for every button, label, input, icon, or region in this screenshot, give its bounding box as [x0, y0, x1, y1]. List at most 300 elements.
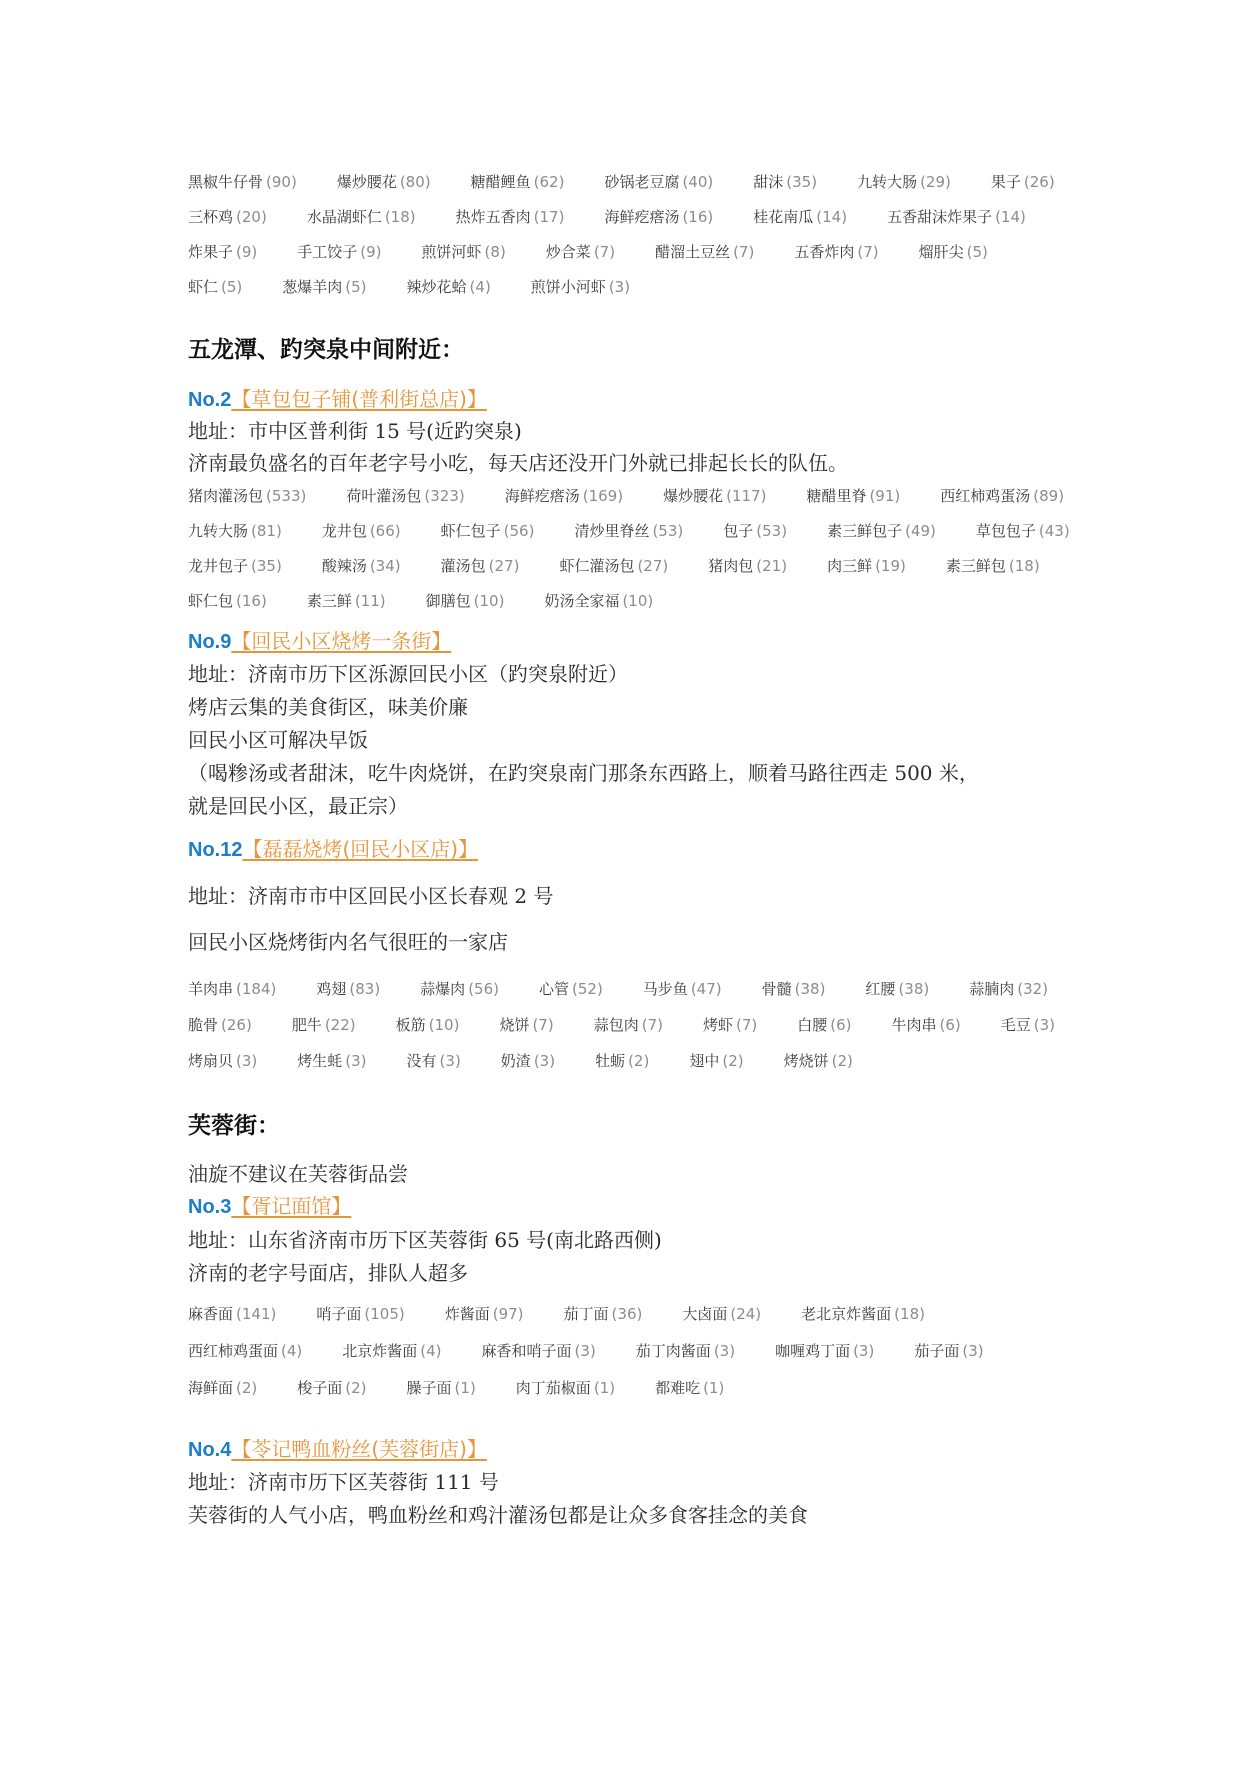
dish-tag: [188, 978, 276, 999]
dish-tag: [396, 1014, 460, 1035]
dish-review-count: (533): [266, 486, 307, 505]
dish-tag: [594, 1014, 663, 1035]
dish-tag: [546, 241, 615, 262]
dish-tag: [407, 1377, 476, 1398]
dish-review-count: (2): [628, 1051, 650, 1070]
dish-review-count: (16): [682, 207, 714, 226]
dish-tag: [969, 978, 1048, 999]
dish-review-count: (27): [488, 556, 520, 575]
dish-review-count: (18): [384, 207, 416, 226]
dish-name: 板筋: [395, 1015, 426, 1034]
dish-tag: [188, 1340, 302, 1361]
dish-name: 白腰: [797, 1015, 828, 1034]
dish-tag: [574, 520, 683, 541]
shop-description: 济南最负盛名的百年老字号小吃，每天店还没开门外就已排起长长的队伍。: [188, 451, 848, 475]
dish-name: 西红柿鸡蛋汤: [940, 486, 1031, 505]
dish-name: 心管: [538, 979, 569, 998]
dish-review-count: (91): [869, 486, 901, 505]
dish-name: 烤生蚝: [297, 1051, 343, 1070]
dish-tag: [531, 276, 630, 297]
dish-tag: [188, 1377, 257, 1398]
dish-tag: [797, 1014, 851, 1035]
dish-review-count: (43): [1038, 521, 1070, 540]
dish-review-count: (10): [473, 591, 505, 610]
dish-review-count: (3): [345, 1051, 367, 1070]
dish-tag: [307, 206, 416, 227]
dish-review-count: (14): [816, 207, 848, 226]
dish-tag-row: [188, 1298, 1068, 1328]
dish-tag: [753, 171, 817, 192]
dish-name: 肥牛: [291, 1015, 322, 1034]
section-note: 油旋不建议在芙蓉街品尝: [188, 1162, 408, 1186]
dish-tag: [501, 1050, 555, 1071]
dish-name: 黑椒牛仔骨: [188, 172, 264, 191]
dish-name: 骨髓: [761, 979, 792, 998]
dish-review-count: (27): [637, 556, 669, 575]
dish-name: 北京炸酱面: [342, 1341, 418, 1360]
shop-number: No.3: [188, 1196, 232, 1218]
dish-review-count: (38): [794, 979, 826, 998]
dish-tag-row: [188, 585, 1068, 615]
shop-address: 地址：山东省济南市历下区芙蓉街 65 号(南北路西侧): [188, 1228, 662, 1252]
dish-tag: [445, 1303, 524, 1324]
dish-name: 烤虾: [702, 1015, 733, 1034]
dish-tag: [827, 555, 906, 576]
dish-tag: [544, 590, 653, 611]
dish-name: 毛豆: [1000, 1015, 1031, 1034]
dish-review-count: (3): [533, 1051, 556, 1070]
dish-review-count: (169): [582, 486, 624, 505]
dish-tag: [316, 978, 380, 999]
dish-tag: [643, 978, 722, 999]
dish-name: 清炒里脊丝: [574, 521, 650, 540]
dish-review-count: (18): [894, 1304, 925, 1323]
dish-tag: [188, 555, 282, 576]
dish-review-count: (56): [503, 521, 535, 540]
dish-tag: [703, 1014, 757, 1035]
dish-name: 九转大肠: [857, 172, 918, 191]
dish-name: 龙井包子: [188, 556, 249, 575]
dish-review-count: (10): [622, 591, 654, 610]
dish-tag-row: [188, 201, 1068, 231]
dish-review-count: (7): [593, 242, 616, 261]
dish-review-count: (56): [468, 979, 499, 998]
shop-number: No.12: [188, 839, 243, 861]
dish-review-count: (5): [966, 242, 988, 261]
dish-tag: [407, 1050, 461, 1071]
dish-review-count: (18): [1008, 556, 1040, 575]
dish-tag: [342, 1340, 441, 1361]
dish-review-count: (53): [652, 521, 684, 540]
dish-name: 九转大肠: [188, 521, 249, 540]
dish-name: 肉三鲜: [827, 556, 873, 575]
shop-description: 就是回民小区，最正宗）: [188, 794, 408, 818]
dish-name: 奶汤全家福: [544, 591, 620, 610]
dish-tag: [188, 485, 306, 506]
dish-tag: [887, 206, 1026, 227]
dish-review-count: (52): [572, 979, 603, 998]
dish-tag: [682, 1303, 761, 1324]
dish-review-count: (5): [345, 277, 367, 296]
dish-tag-row: [188, 271, 1068, 301]
dish-name: 脆骨: [188, 1015, 219, 1034]
dish-name: 果子: [990, 172, 1021, 191]
dish-review-count: (2): [722, 1051, 744, 1070]
dish-review-count: (34): [369, 556, 401, 575]
dish-tag: [689, 1050, 743, 1071]
dish-review-count: (3): [1033, 1015, 1056, 1034]
dish-name: 炒合菜: [545, 242, 591, 261]
dish-review-count: (3): [713, 1341, 736, 1360]
dish-name: 海鲜疙瘩汤: [604, 207, 680, 226]
dish-name: 猪肉包: [708, 556, 754, 575]
dish-tag: [865, 978, 929, 999]
dish-review-count: (80): [399, 172, 431, 191]
dish-review-count: (19): [875, 556, 906, 575]
dish-review-count: (1): [593, 1378, 616, 1397]
dish-name: 五香甜沫炸果子: [887, 207, 993, 226]
dish-review-count: (3): [962, 1341, 984, 1360]
dish-name: 烧饼: [499, 1015, 530, 1034]
shop-description: 回民小区可解决早饭: [188, 728, 368, 752]
dish-review-count: (22): [324, 1015, 356, 1034]
dish-review-count: (7): [735, 1015, 758, 1034]
dish-tag: [784, 1050, 853, 1071]
dish-name: 桂花南瓜: [753, 207, 814, 226]
dish-tag: [282, 276, 366, 297]
dish-name: 臊子面: [406, 1378, 452, 1397]
dish-review-count: (26): [1023, 172, 1055, 191]
dish-review-count: (53): [756, 521, 788, 540]
dish-name: 羊肉串: [188, 979, 234, 998]
dish-review-count: (184): [236, 979, 277, 998]
dish-review-count: (29): [920, 172, 951, 191]
dish-tag: [188, 520, 282, 541]
dish-review-count: (81): [251, 521, 282, 540]
dish-tag: [801, 1303, 925, 1324]
dish-tag-row: [188, 550, 1068, 580]
dish-review-count: (7): [857, 242, 879, 261]
shop-description: 济南的老字号面店，排队人超多: [188, 1261, 468, 1285]
dish-name: 虾仁: [188, 277, 219, 296]
shop-number: No.2: [188, 389, 232, 411]
dish-name: 烤扇贝: [188, 1051, 234, 1070]
dish-name: 素三鲜包: [945, 556, 1006, 575]
shop-title: [188, 833, 478, 862]
dish-review-count: (11): [354, 591, 386, 610]
dish-tag: [914, 1340, 983, 1361]
dish-tag: [422, 241, 506, 262]
shop-address: 地址：济南市历下区泺源回民小区（趵突泉附近）: [188, 662, 628, 686]
dish-review-count: (20): [236, 207, 267, 226]
shop-title: [188, 383, 487, 412]
dish-tag: [297, 241, 381, 262]
dish-review-count: (16): [236, 591, 267, 610]
dish-name: 酸辣汤: [321, 556, 367, 575]
dish-name: 糖醋鲤鱼: [470, 172, 531, 191]
dish-tag: [188, 1014, 252, 1035]
dish-name: 翅中: [689, 1051, 720, 1070]
dish-name: 咖喱鸡丁面: [775, 1341, 851, 1360]
dish-name: 蒜包肉: [593, 1015, 639, 1034]
dish-review-count: (89): [1033, 486, 1065, 505]
dish-review-count: (32): [1017, 979, 1049, 998]
dish-tag: [775, 1340, 874, 1361]
dish-tag: [564, 1303, 643, 1324]
dish-name: 猪肉灌汤包: [188, 486, 264, 505]
dish-tag: [940, 485, 1064, 506]
dish-name: 牛肉串: [891, 1015, 937, 1034]
shop-description: 芙蓉街的人气小店，鸭血粉丝和鸡汁灌汤包都是让众多食客挂念的美食: [188, 1503, 808, 1527]
dish-name: 鸡翅: [316, 979, 347, 998]
dish-review-count: (47): [690, 979, 722, 998]
dish-name: 虾仁包: [188, 591, 234, 610]
dish-name: 辣炒花蛤: [406, 277, 467, 296]
dish-review-count: (10): [428, 1015, 460, 1034]
dish-review-count: (38): [898, 979, 930, 998]
dish-tag: [188, 1050, 257, 1071]
dish-name: 茄子面: [914, 1341, 960, 1360]
dish-tag: [188, 1303, 276, 1324]
dish-review-count: (3): [853, 1341, 875, 1360]
dish-name: 牡蛎: [595, 1051, 626, 1070]
shop-description: 烤店云集的美食街区，味美价廉: [188, 695, 468, 719]
dish-review-count: (9): [236, 242, 258, 261]
dish-tag: [604, 206, 713, 227]
dish-review-count: (141): [236, 1304, 277, 1323]
dish-tag-row: [188, 515, 1068, 545]
dish-tag: [292, 1014, 356, 1035]
dish-name: 糖醋里脊: [806, 486, 867, 505]
dish-tag: [482, 1340, 596, 1361]
dish-name: 虾仁灌汤包: [559, 556, 635, 575]
dish-tag: [516, 1377, 615, 1398]
dish-name: 手工饺子: [297, 242, 358, 261]
shop-number: No.4: [188, 1439, 232, 1461]
shop-link[interactable]: 【胥记面馆】: [231, 1194, 352, 1218]
shop-number: No.9: [188, 631, 232, 653]
dish-review-count: (5): [221, 277, 243, 296]
dish-tag: [316, 1303, 404, 1324]
dish-name: 包子: [723, 521, 754, 540]
dish-review-count: (6): [939, 1015, 961, 1034]
dish-name: 梭子面: [297, 1378, 343, 1397]
section-heading: 五龙潭、趵突泉中间附近：: [188, 337, 464, 363]
dish-tag: [407, 276, 491, 297]
dish-name: 龙井包: [321, 521, 367, 540]
dish-review-count: (117): [726, 486, 767, 505]
dish-name: 茄丁肉酱面: [635, 1341, 711, 1360]
dish-tag: [1001, 1014, 1055, 1035]
dish-tag-row: [188, 1009, 1068, 1039]
shop-description: （喝糁汤或者甜沫，吃牛肉烧饼，在趵突泉南门那条东西路上，顺着马路往西走 500 米，: [188, 761, 979, 785]
shop-title: [188, 1190, 351, 1219]
dish-name: 灌汤包: [440, 556, 486, 575]
dish-review-count: (7): [532, 1015, 554, 1034]
dish-tag: [188, 171, 297, 192]
dish-name: 爆炒腰花: [663, 486, 724, 505]
dish-tag-row: [188, 1045, 1068, 1075]
dish-name: 麻香和哨子面: [481, 1341, 572, 1360]
dish-name: 老北京炸酱面: [801, 1304, 892, 1323]
dish-review-count: (26): [221, 1015, 252, 1034]
dish-name: 麻香面: [188, 1304, 234, 1323]
dish-review-count: (2): [236, 1378, 258, 1397]
dish-tag: [441, 520, 535, 541]
dish-review-count: (4): [281, 1341, 303, 1360]
shop-link[interactable]: 【磊磊烧烤(回民小区店)】: [242, 837, 479, 861]
dish-name: 素三鲜: [306, 591, 352, 610]
dish-tag: [655, 1377, 724, 1398]
dish-tag: [663, 485, 766, 506]
dish-tag: [762, 978, 826, 999]
dish-tag-row: [188, 236, 1068, 266]
dish-name: 大卤面: [682, 1304, 728, 1323]
dish-tag: [892, 1014, 961, 1035]
dish-review-count: (40): [682, 172, 714, 191]
section-heading: 芙蓉街：: [188, 1113, 280, 1139]
dish-review-count: (3): [608, 277, 631, 296]
dish-name: 御膳包: [425, 591, 471, 610]
dish-review-count: (2): [831, 1051, 853, 1070]
dish-tag: [708, 555, 787, 576]
dish-tag: [806, 485, 900, 506]
dish-name: 肉丁茄椒面: [515, 1378, 591, 1397]
dish-tag: [441, 555, 520, 576]
dish-tag: [946, 555, 1040, 576]
dish-review-count: (1): [454, 1378, 476, 1397]
dish-tag: [636, 1340, 735, 1361]
dish-review-count: (105): [364, 1304, 405, 1323]
dish-tag: [723, 520, 787, 541]
dish-review-count: (66): [369, 521, 401, 540]
dish-review-count: (24): [730, 1304, 762, 1323]
dish-tag: [794, 241, 878, 262]
dish-name: 五香炸肉: [794, 242, 855, 261]
dish-name: 蒜腩肉: [969, 979, 1015, 998]
dish-tag: [307, 590, 386, 611]
dish-tag: [297, 1050, 366, 1071]
dish-tag: [426, 590, 505, 611]
dish-name: 茄丁面: [563, 1304, 609, 1323]
dish-tag: [297, 1377, 366, 1398]
dish-tag: [595, 1050, 649, 1071]
dish-tag: [539, 978, 603, 999]
dish-tag-row: [188, 973, 1068, 1003]
dish-tag-row: [188, 1372, 1068, 1402]
dish-name: 西红柿鸡蛋面: [188, 1341, 279, 1360]
dish-name: 水晶湖虾仁: [306, 207, 382, 226]
dish-name: 醋溜土豆丝: [655, 242, 731, 261]
dish-name: 葱爆羊肉: [282, 277, 343, 296]
dish-name: 烤烧饼: [783, 1051, 829, 1070]
dish-review-count: (62): [533, 172, 565, 191]
dish-tag: [346, 485, 464, 506]
dish-tag-row: [188, 1335, 1068, 1365]
dish-review-count: (83): [349, 979, 381, 998]
dish-name: 热炸五香肉: [455, 207, 531, 226]
dish-name: 蒜爆肉: [420, 979, 466, 998]
dish-review-count: (90): [266, 172, 297, 191]
dish-name: 红腰: [865, 979, 896, 998]
shop-link[interactable]: 【回民小区烧烤一条街】: [231, 629, 452, 653]
dish-name: 海鲜面: [188, 1378, 234, 1397]
dish-name: 奶渣: [500, 1051, 531, 1070]
dish-name: 煎饼小河虾: [530, 277, 606, 296]
dish-review-count: (6): [830, 1015, 852, 1034]
dish-name: 海鲜疙瘩汤: [504, 486, 580, 505]
dish-tag: [188, 590, 267, 611]
dish-review-count: (3): [439, 1051, 461, 1070]
shop-description: 回民小区烧烤街内名气很旺的一家店: [188, 930, 508, 954]
dish-name: 煎饼河虾: [421, 242, 482, 261]
dish-tag: [505, 485, 623, 506]
dish-review-count: (7): [733, 242, 755, 261]
dish-tag-row: [188, 480, 1068, 510]
dish-tag: [499, 1014, 553, 1035]
dish-review-count: (49): [905, 521, 936, 540]
shop-address: 地址：济南市历下区芙蓉街 111 号: [188, 1470, 499, 1494]
dish-name: 三杯鸡: [188, 207, 234, 226]
dish-tag: [976, 520, 1070, 541]
dish-tag: [471, 171, 565, 192]
dish-tag: [857, 171, 951, 192]
dish-review-count: (3): [236, 1051, 258, 1070]
dish-review-count: (7): [641, 1015, 663, 1034]
dish-tag-row: [188, 166, 1068, 196]
dish-review-count: (323): [424, 486, 465, 505]
dish-name: 都难吃: [655, 1378, 701, 1397]
dish-tag: [604, 171, 713, 192]
dish-name: 爆炒腰花: [336, 172, 397, 191]
dish-name: 没有: [406, 1051, 437, 1070]
dish-name: 马步鱼: [642, 979, 688, 998]
dish-tag: [322, 555, 401, 576]
dish-review-count: (97): [492, 1304, 524, 1323]
dish-review-count: (14): [995, 207, 1026, 226]
dish-review-count: (8): [484, 242, 506, 261]
shop-link[interactable]: 【苓记鸭血粉丝(芙蓉街店)】: [231, 1437, 487, 1461]
dish-name: 炸酱面: [444, 1304, 490, 1323]
shop-link[interactable]: 【草包包子铺(普利街总店)】: [231, 387, 487, 411]
dish-name: 草包包子: [975, 521, 1036, 540]
dish-tag: [337, 171, 431, 192]
dish-review-count: (2): [345, 1378, 367, 1397]
dish-tag: [827, 520, 936, 541]
dish-review-count: (35): [251, 556, 282, 575]
dish-tag: [753, 206, 847, 227]
dish-name: 熘肝尖: [918, 242, 964, 261]
shop-title: [188, 625, 451, 654]
dish-review-count: (17): [533, 207, 565, 226]
dish-tag: [991, 171, 1055, 192]
dish-review-count: (3): [574, 1341, 596, 1360]
dish-review-count: (9): [360, 242, 382, 261]
dish-review-count: (21): [756, 556, 788, 575]
dish-review-count: (4): [420, 1341, 442, 1360]
dish-tag: [322, 520, 401, 541]
shop-title: [188, 1433, 487, 1462]
dish-review-count: (36): [611, 1304, 643, 1323]
dish-tag: [919, 241, 988, 262]
dish-name: 虾仁包子: [440, 521, 501, 540]
dish-tag: [559, 555, 668, 576]
dish-review-count: (35): [786, 172, 818, 191]
shop-address: 地址：济南市市中区回民小区长春观 2 号: [188, 884, 554, 908]
dish-tag: [188, 206, 267, 227]
dish-name: 素三鲜包子: [827, 521, 903, 540]
dish-review-count: (1): [703, 1378, 725, 1397]
